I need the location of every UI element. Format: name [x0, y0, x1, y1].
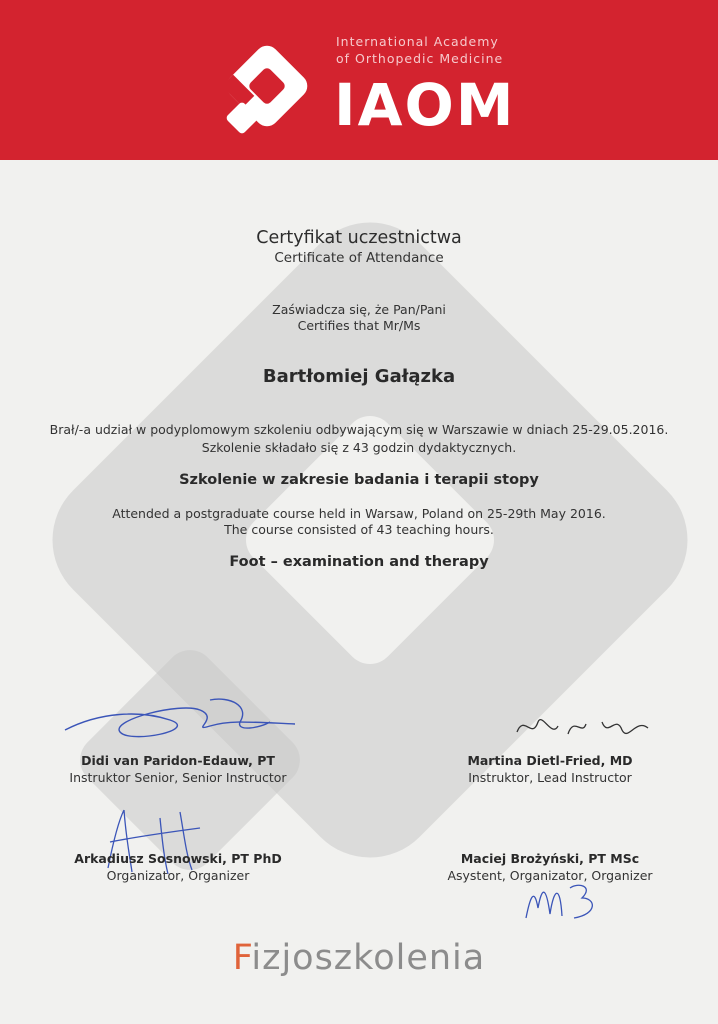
attendance-en-line2: The course consisted of 43 teaching hours.	[224, 522, 494, 537]
signatory-1-role: Instruktor Senior, Senior Instructor	[69, 770, 287, 785]
signatory-3	[48, 850, 308, 884]
header-subtitle-line2: of Orthopedic Medicine	[336, 51, 504, 66]
participant-name: Bartłomiej Gałązka	[262, 366, 456, 387]
signatory-3-name: Arkadiusz Sosnowski, PT PhD	[74, 851, 282, 866]
signature-scribble-4	[520, 878, 610, 924]
signatory-1	[48, 752, 308, 786]
attendance-en-line1: Attended a postgraduate course held in Warsaw, Poland on 25-29th May 2016.	[112, 506, 606, 521]
certifies-pl: Zaświadcza się, że Pan/Pani	[272, 302, 446, 317]
course-title-pl: Szkolenie w zakresie badania i terapii stopy	[179, 472, 539, 488]
header-subtitle-line1: International Academy	[336, 34, 499, 49]
certificate-title-pl: Certyfikat uczestnictwa	[256, 228, 462, 248]
certificate-title-en: Certificate of Attendance	[274, 250, 444, 266]
signatory-4	[420, 850, 680, 884]
header-band	[0, 0, 718, 160]
fizjoszkolenia-logo	[0, 938, 718, 978]
signature-scribble-2	[512, 708, 652, 748]
signatory-4-name: Maciej Brożyński, PT MSc	[460, 851, 640, 866]
brand-name: IAOM	[334, 71, 516, 139]
footer-logo-first-letter: F	[232, 938, 252, 978]
signatory-1-name: Didi van Paridon-Edauw, PT	[81, 753, 275, 768]
signatory-2-name: Martina Dietl-Fried, MD	[467, 753, 633, 768]
footer-logo-rest: izjoszkolenia	[251, 938, 486, 978]
signatory-3-role: Organizator, Organizer	[106, 868, 250, 883]
signatory-2	[420, 752, 680, 786]
attendance-pl-line1: Brał/-a udział w podyplomowym szkoleniu odbywającym się w Warszawie w dniach 25-29.05.2016.	[49, 422, 669, 437]
watermark-logo-icon	[0, 160, 718, 1024]
signature-scribble-1	[60, 692, 300, 752]
certifies-en: Certifies that Mr/Ms	[297, 318, 421, 333]
course-title-en: Foot – examination and therapy	[229, 554, 489, 570]
attendance-pl-line2: Szkolenie składało się z 43 godzin dydaktycznych.	[201, 440, 517, 455]
signatory-2-role: Instruktor, Lead Instructor	[468, 770, 632, 785]
iaom-logo-icon	[208, 34, 326, 138]
signatory-4-role: Asystent, Organizator, Organizer	[447, 868, 653, 883]
